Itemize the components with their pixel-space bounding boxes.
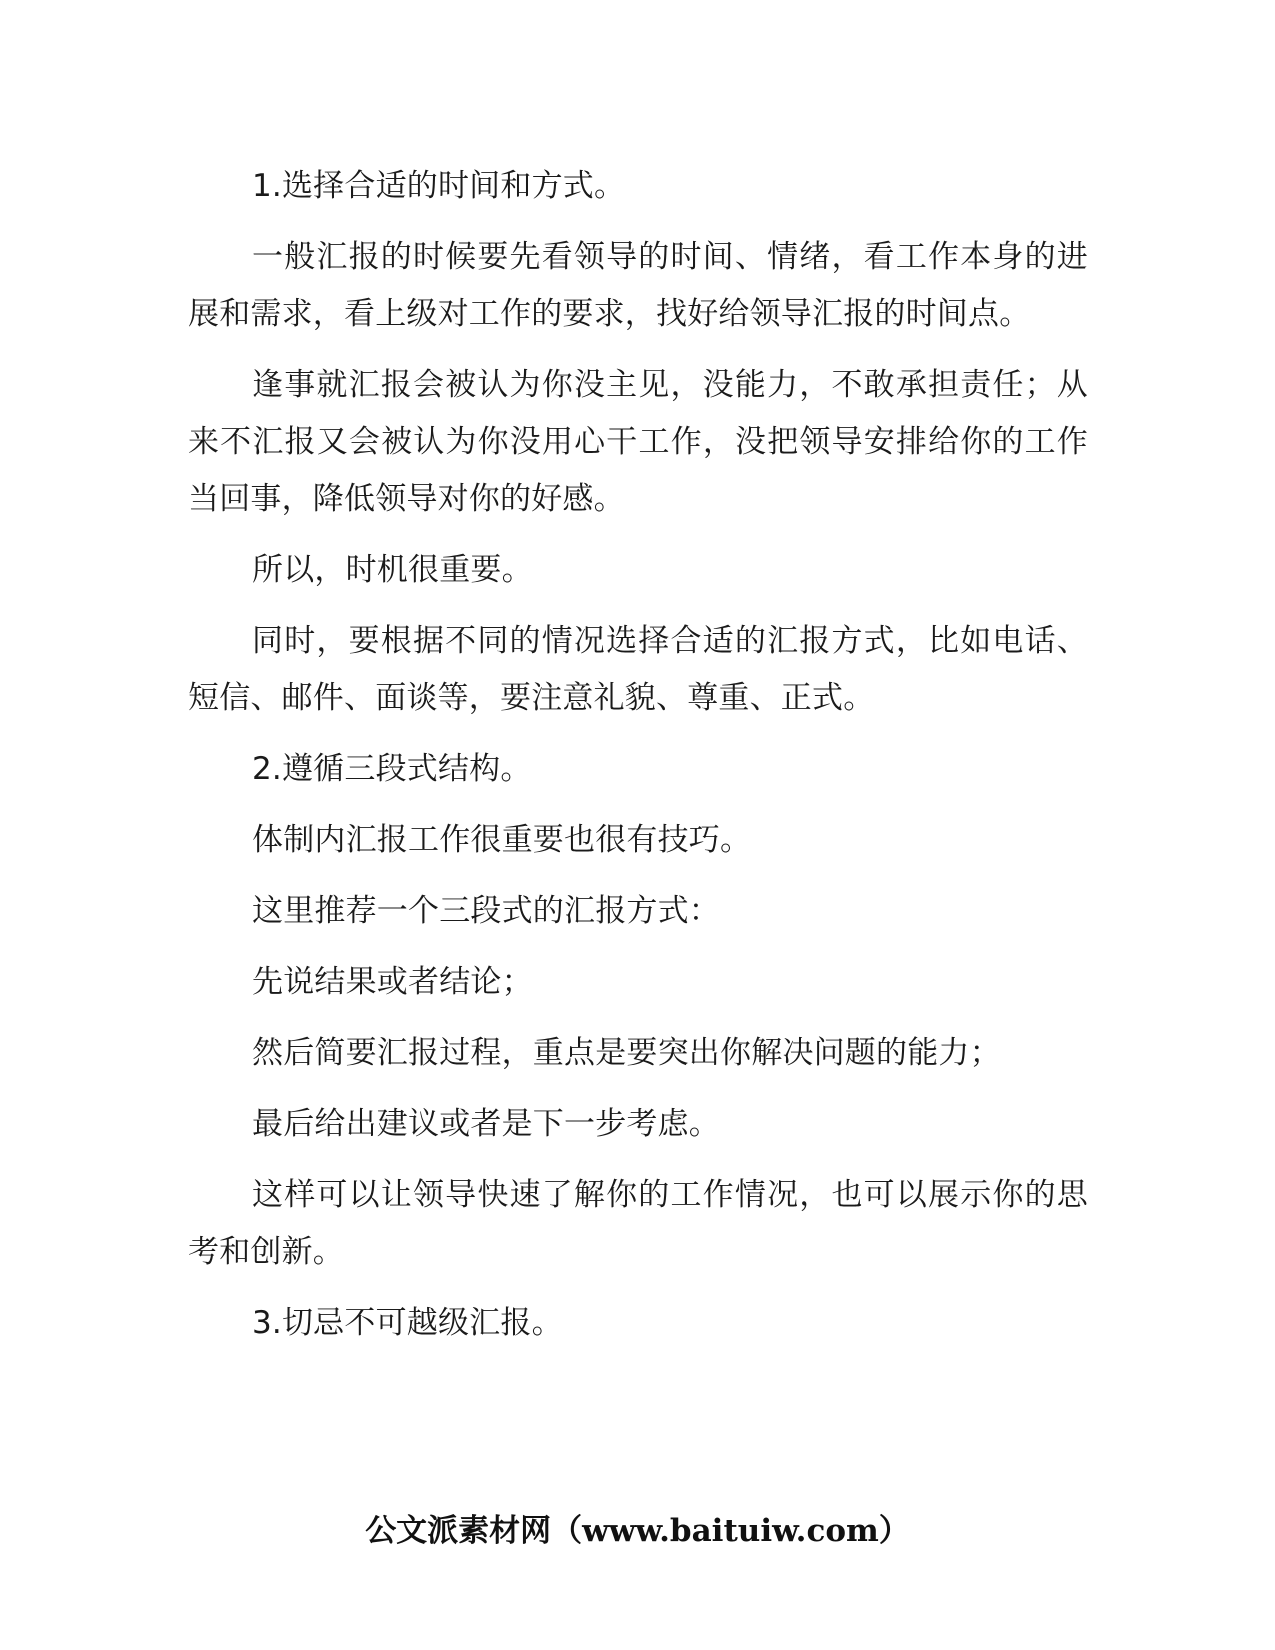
paragraph: 然后简要汇报过程，重点是要突出你解决问题的能力； — [252, 1035, 1001, 1071]
paragraph: 同时，要根据不同的情况选择合适的汇报方式，比如电话、短信、邮件、面谈等，要注意礼貌、尊重、正式。 — [188, 623, 1088, 716]
paragraph: 体制内汇报工作很重要也很有技巧。 — [252, 822, 752, 858]
paragraph: 所以，时机很重要。 — [252, 552, 533, 588]
paragraph-heading-2: 2.遵循三段式结构。 — [252, 751, 532, 787]
paragraph: 先说结果或者结论； — [252, 964, 533, 1000]
paragraph-heading-1: 1.选择合适的时间和方式。 — [252, 168, 626, 204]
paragraph-heading-3: 3.切忌不可越级汇报。 — [252, 1305, 563, 1341]
paragraph: 这里推荐一个三段式的汇报方式： — [252, 893, 720, 929]
paragraph: 这样可以让领导快速了解你的工作情况，也可以展示你的思考和创新。 — [188, 1177, 1088, 1270]
paragraph: 一般汇报的时候要先看领导的时间、情绪，看工作本身的进展和需求，看上级对工作的要求，找好给领导汇报的时间点。 — [188, 239, 1088, 332]
page-footer: 公文派素材网（www.baituiw.com） — [365, 1513, 910, 1549]
paragraph: 逢事就汇报会被认为你没主见，没能力，不敢承担责任；从来不汇报又会被认为你没用心干工作，没把领导安排给你的工作当回事，降低领导对你的好感。 — [188, 367, 1088, 517]
document-body — [188, 158, 1088, 1366]
paragraph: 最后给出建议或者是下一步考虑。 — [252, 1106, 720, 1142]
